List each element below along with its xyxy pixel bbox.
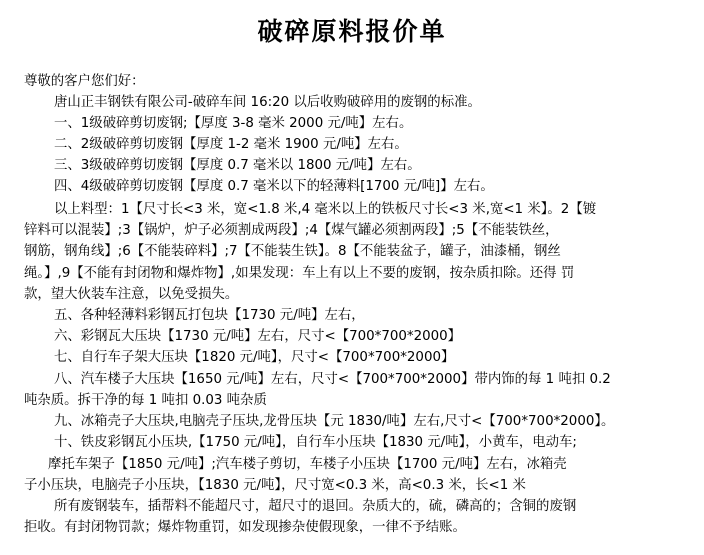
- rules-line-5: 款，望大伙装车注意，以免受损失。: [24, 287, 239, 302]
- item-5-line: 五、各种轻薄料彩钢瓦打包块【1730 元/吨】左右，: [54, 308, 365, 323]
- rules-line-2: 锌料可以混装】;3【锅炉，炉子必须割成两段】;4【煤气罐必须割两段】;5【不能装铁丝，: [24, 223, 559, 238]
- item-8-line-2: 吨杂质。拆干净的每 1 吨扣 0.03 吨杂质: [24, 393, 267, 408]
- notice-line-2: 拒收。有封闭物罚款；爆炸物重罚，如发现掺杂使假现象，一律不予结账。: [24, 520, 466, 535]
- rules-line-4: 绳。】,9【不能有封闭物和爆炸物】,如果发现：车上有以上不要的废钢，按杂质扣除。还得 罚: [24, 266, 575, 281]
- item-6-line: 六、彩钢瓦大压块【1730 元/吨】左右，尺寸<【700*700*2000】: [54, 329, 462, 344]
- document-title: 破碎原料报价单: [257, 17, 447, 46]
- greeting-line: 尊敬的客户您们好：: [24, 74, 145, 89]
- item-10-line-3: 子小压块，电脑壳子小压块，【1830 元/吨】，尺寸宽<0.3 米，高<0.3 米，长<1 米: [24, 478, 526, 493]
- item-10-line-1: 十、铁皮彩钢瓦小压块,【1750 元/吨】，自行车小压块【1830 元/吨】，小黄车，电动车;: [54, 435, 577, 450]
- item-10-line-2: 摩托车架子【1850 元/吨】;汽车楼子剪切，车楼子小压块【1700 元/吨】左右，冰箱壳: [48, 457, 567, 472]
- notice-line-1: 所有废钢装车，插帮料不能超尺寸，超尺寸的退回。杂质大的，硫，磷高的；含铜的废钢: [54, 499, 577, 514]
- item-7-line: 七、自行车子架大压块【1820 元/吨】，尺寸<【700*700*2000】: [54, 350, 455, 365]
- intro-line: 唐山正丰钢铁有限公司-破碎车间 16:20 以后收购破碎用的废钢的标准。: [54, 95, 481, 110]
- grade-4-line: 四、4级破碎剪切废钢【厚度 0.7 毫米以下的轻薄料[1700 元/吨]】左右。: [54, 179, 494, 194]
- grade-2-line: 二、2级破碎剪切废钢【厚度 1-2 毫米 1900 元/吨】左右。: [54, 137, 408, 152]
- rules-line-1: 以上料型：1【尺寸长<3 米，宽<1.8 米,4 毫米以上的铁板尺寸长<3 米,宽<1 米】。2【镀: [54, 202, 597, 217]
- grade-1-line: 一、1级破碎剪切废钢;【厚度 3-8 毫米 2000 元/吨】左右。: [54, 116, 413, 131]
- item-9-line: 九、冰箱壳子大压块,电脑壳子压块,龙骨压块【元 1830/吨】左右,尺寸<【700*700*2000】。: [54, 414, 615, 429]
- item-8-line-1: 八、汽车楼子大压块【1650 元/吨】左右，尺寸<【700*700*2000】带内饰的每 1 吨扣 0.2: [54, 372, 611, 387]
- grade-3-line: 三、3级破碎剪切废钢【厚度 0.7 毫米以 1800 元/吨】左右。: [54, 158, 421, 173]
- rules-line-3: 钢筋，钢角线】;6【不能装碎料】;7【不能装生铁】。8【不能装盆子，罐子，油漆桶，钢丝: [24, 244, 561, 259]
